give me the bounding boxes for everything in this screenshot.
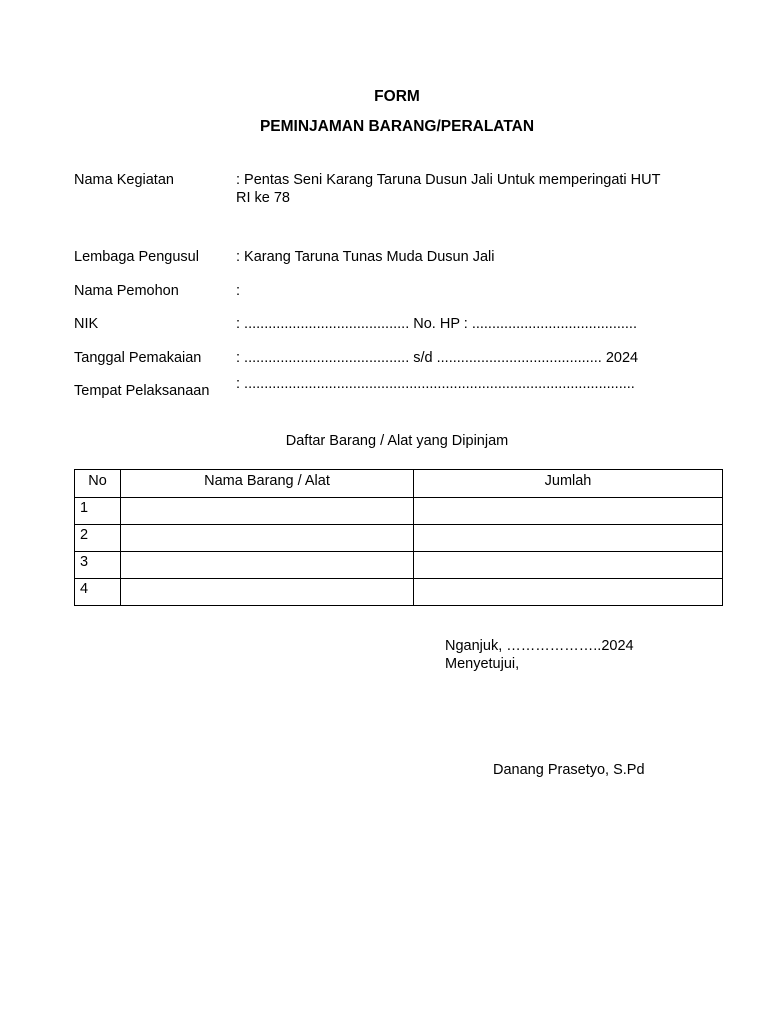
tempat-pelaksanaan-value: : ................................................................................................. xyxy=(236,376,635,392)
item-quantity-cell xyxy=(414,525,723,552)
form-title: FORM xyxy=(374,88,420,105)
row-number: 2 xyxy=(75,525,121,552)
item-quantity-cell xyxy=(414,579,723,606)
tanggal-pemakaian-value: : ......................................... s/d ......................................... 2024 xyxy=(236,350,639,366)
item-name-cell xyxy=(121,579,414,606)
item-quantity-cell xyxy=(414,498,723,525)
nama-pemohon-value: : xyxy=(236,283,241,299)
item-name-cell xyxy=(121,525,414,552)
nama-pemohon-label: Nama Pemohon xyxy=(74,283,179,299)
column-header-jumlah: Jumlah xyxy=(414,470,723,498)
column-header-nama-barang: Nama Barang / Alat xyxy=(121,470,414,498)
lembaga-pengusul-label: Lembaga Pengusul xyxy=(74,249,199,265)
nik-value: : ......................................... No. HP : ......................................... xyxy=(236,316,637,332)
items-table xyxy=(74,469,723,606)
table-row xyxy=(75,498,723,525)
tanggal-pemakaian-label: Tanggal Pemakaian xyxy=(74,350,202,366)
row-number: 3 xyxy=(75,552,121,579)
row-number: 4 xyxy=(75,579,121,606)
lembaga-pengusul-value: : Karang Taruna Tunas Muda Dusun Jali xyxy=(236,249,495,265)
item-quantity-cell xyxy=(414,552,723,579)
table-row xyxy=(75,552,723,579)
column-header-no: No xyxy=(75,470,121,498)
item-name-cell xyxy=(121,498,414,525)
nama-kegiatan-label: Nama Kegiatan xyxy=(74,172,174,188)
nik-label: NIK xyxy=(74,316,99,332)
signer-name: Danang Prasetyo, S.Pd xyxy=(493,762,645,778)
nama-kegiatan-value: : Pentas Seni Karang Taruna Dusun Jali Untuk memperingati HUT RI ke 78 xyxy=(236,172,661,206)
item-name-cell xyxy=(121,552,414,579)
approval-text: Menyetujui, xyxy=(445,656,520,672)
place-date: Nganjuk, ………………..2024 xyxy=(445,638,634,654)
row-number: 1 xyxy=(75,498,121,525)
table-row xyxy=(75,525,723,552)
form-subtitle: PEMINJAMAN BARANG/PERALATAN xyxy=(259,118,535,135)
tempat-pelaksanaan-label: Tempat Pelaksanaan xyxy=(74,383,210,399)
table-header-row xyxy=(75,470,723,498)
items-list-title: Daftar Barang / Alat yang Dipinjam xyxy=(285,433,509,449)
table-row xyxy=(75,579,723,606)
